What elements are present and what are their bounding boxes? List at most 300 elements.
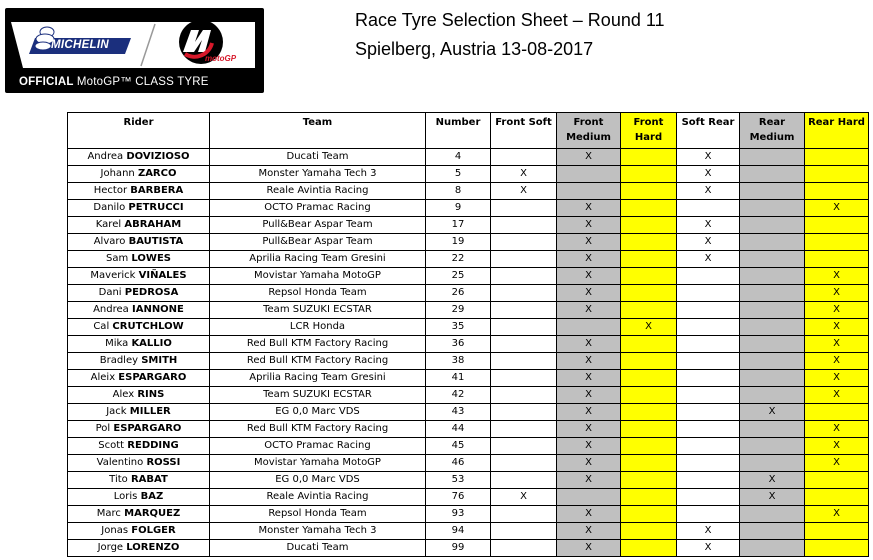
team-cell: Red Bull KTM Factory Racing	[210, 353, 426, 370]
team-cell: LCR Honda	[210, 319, 426, 336]
rider-last-name: BAUTISTA	[128, 236, 184, 247]
rear-medium-cell: X	[740, 404, 805, 421]
team-cell: Red Bull KTM Factory Racing	[210, 421, 426, 438]
rider-cell	[68, 166, 210, 183]
front-hard-cell	[621, 268, 677, 285]
rider-first-name: Danilo	[93, 202, 126, 213]
front-soft-cell	[491, 319, 557, 336]
rider-cell	[68, 319, 210, 336]
front-soft-cell	[491, 455, 557, 472]
front-medium-cell: X	[557, 472, 621, 489]
motogp-wordmark: motoGP	[205, 54, 237, 63]
number-cell: 53	[426, 472, 491, 489]
front-hard-cell	[621, 200, 677, 217]
number-cell: 42	[426, 387, 491, 404]
soft-rear-cell: X	[677, 540, 740, 557]
soft-rear-cell	[677, 302, 740, 319]
table-row	[68, 455, 869, 472]
number-cell: 5	[426, 166, 491, 183]
team-cell: Reale Avintia Racing	[210, 183, 426, 200]
rear-medium-cell	[740, 421, 805, 438]
rider-first-name: Mika	[105, 338, 129, 349]
rider-last-name: ROSSI	[146, 457, 181, 468]
rear-medium-cell	[740, 217, 805, 234]
rider-last-name: CRUTCHLOW	[112, 321, 184, 332]
team-cell: Team SUZUKI ECSTAR	[210, 302, 426, 319]
soft-rear-cell: X	[677, 166, 740, 183]
team-cell: EG 0,0 Marc VDS	[210, 404, 426, 421]
front-soft-cell	[491, 387, 557, 404]
number-cell: 46	[426, 455, 491, 472]
front-medium-cell: X	[557, 353, 621, 370]
rider-last-name: KALLIO	[131, 338, 172, 349]
front-medium-cell: X	[557, 217, 621, 234]
rear-medium-cell	[740, 353, 805, 370]
front-hard-cell	[621, 217, 677, 234]
front-hard-cell	[621, 370, 677, 387]
front-hard-cell	[621, 387, 677, 404]
rear-medium-cell	[740, 336, 805, 353]
number-cell: 9	[426, 200, 491, 217]
front-soft-cell	[491, 438, 557, 455]
rear-hard-cell: X	[805, 285, 869, 302]
soft-rear-cell	[677, 455, 740, 472]
number-cell: 17	[426, 217, 491, 234]
team-cell: Ducati Team	[210, 149, 426, 166]
team-cell: Movistar Yamaha MotoGP	[210, 455, 426, 472]
front-hard-cell	[621, 455, 677, 472]
rider-cell	[68, 472, 210, 489]
sheet-title: Race Tyre Selection Sheet – Round 11	[355, 10, 665, 30]
rear-medium-cell	[740, 183, 805, 200]
rear-hard-cell	[805, 149, 869, 166]
front-soft-cell	[491, 149, 557, 166]
team-cell: Aprilia Racing Team Gresini	[210, 370, 426, 387]
front-medium-cell: X	[557, 421, 621, 438]
sheet-subtitle: Spielberg, Austria 13-08-2017	[355, 39, 594, 59]
front-medium-cell	[557, 166, 621, 183]
rider-first-name: Johann	[100, 168, 135, 179]
number-cell: 36	[426, 336, 491, 353]
rider-first-name: Valentino	[96, 457, 144, 468]
rider-last-name: IANNONE	[131, 304, 184, 315]
front-soft-cell	[491, 506, 557, 523]
rear-hard-cell: X	[805, 200, 869, 217]
table-row	[68, 285, 869, 302]
rear-hard-cell: X	[805, 268, 869, 285]
front-hard-cell	[621, 353, 677, 370]
front-soft-cell	[491, 200, 557, 217]
rear-medium-cell	[740, 149, 805, 166]
rider-first-name: Andrea	[93, 304, 129, 315]
rear-hard-cell: X	[805, 319, 869, 336]
front-hard-cell: X	[621, 319, 677, 336]
team-cell: Team SUZUKI ECSTAR	[210, 387, 426, 404]
rider-cell	[68, 523, 210, 540]
rear-medium-cell	[740, 251, 805, 268]
number-cell: 99	[426, 540, 491, 557]
team-cell: Pull&Bear Aspar Team	[210, 217, 426, 234]
front-soft-cell: X	[491, 183, 557, 200]
front-hard-cell	[621, 523, 677, 540]
official-tagline	[19, 76, 209, 88]
rider-cell	[68, 506, 210, 523]
front-hard-cell	[621, 234, 677, 251]
number-cell: 4	[426, 149, 491, 166]
rear-medium-cell	[740, 319, 805, 336]
number-cell: 22	[426, 251, 491, 268]
rear-medium-cell	[740, 302, 805, 319]
team-cell: Repsol Honda Team	[210, 285, 426, 302]
rear-medium-cell	[740, 455, 805, 472]
soft-rear-cell	[677, 285, 740, 302]
rider-first-name: Loris	[113, 491, 138, 502]
team-cell: EG 0,0 Marc VDS	[210, 472, 426, 489]
front-soft-cell	[491, 540, 557, 557]
rider-last-name: ZARCO	[137, 168, 177, 179]
rider-cell	[68, 353, 210, 370]
front-soft-cell	[491, 234, 557, 251]
rider-first-name: Aleix	[90, 372, 116, 383]
front-hard-cell	[621, 472, 677, 489]
soft-rear-cell	[677, 370, 740, 387]
front-medium-cell	[557, 319, 621, 336]
front-soft-cell	[491, 353, 557, 370]
rider-cell	[68, 438, 210, 455]
table-row	[68, 523, 869, 540]
table-row	[68, 438, 869, 455]
rider-cell	[68, 183, 210, 200]
table-row	[68, 489, 869, 506]
soft-rear-cell	[677, 200, 740, 217]
rider-first-name: Tito	[109, 474, 128, 485]
front-hard-cell	[621, 336, 677, 353]
rear-hard-cell	[805, 183, 869, 200]
rider-first-name: Alex	[112, 389, 135, 400]
rider-first-name: Hector	[93, 185, 128, 196]
number-cell: 45	[426, 438, 491, 455]
rider-first-name: Jorge	[97, 542, 124, 553]
rear-hard-cell	[805, 540, 869, 557]
rider-last-name: RINS	[137, 389, 165, 400]
rider-last-name: ABRAHAM	[124, 219, 182, 230]
rider-first-name: Andrea	[87, 151, 124, 162]
soft-rear-cell	[677, 319, 740, 336]
rider-cell	[68, 234, 210, 251]
rider-last-name: PETRUCCI	[128, 202, 184, 213]
rear-hard-cell: X	[805, 302, 869, 319]
soft-rear-cell	[677, 506, 740, 523]
number-cell: 29	[426, 302, 491, 319]
rider-first-name: Dani	[98, 287, 122, 298]
front-hard-cell	[621, 506, 677, 523]
number-cell: 26	[426, 285, 491, 302]
front-soft-cell	[491, 472, 557, 489]
soft-rear-cell: X	[677, 149, 740, 166]
front-soft-cell	[491, 302, 557, 319]
rider-last-name: LORENZO	[126, 542, 180, 553]
rear-hard-cell	[805, 251, 869, 268]
rider-last-name: MILLER	[129, 406, 171, 417]
rider-first-name: Cal	[93, 321, 110, 332]
rear-hard-cell: X	[805, 336, 869, 353]
col-header-rear-medium: Rear Medium	[740, 113, 805, 149]
col-header-number: Number	[426, 113, 491, 149]
table-row	[68, 319, 869, 336]
table-row	[68, 472, 869, 489]
front-medium-cell: X	[557, 234, 621, 251]
front-soft-cell	[491, 404, 557, 421]
table-row	[68, 404, 869, 421]
team-cell: Monster Yamaha Tech 3	[210, 523, 426, 540]
front-soft-cell	[491, 285, 557, 302]
rider-first-name: Scott	[98, 440, 125, 451]
rider-first-name: Jack	[106, 406, 127, 417]
rider-last-name: LOWES	[131, 253, 171, 264]
team-cell: Ducati Team	[210, 540, 426, 557]
rider-last-name: VIÑALES	[138, 270, 187, 281]
rider-cell	[68, 387, 210, 404]
rider-cell	[68, 404, 210, 421]
front-medium-cell: X	[557, 506, 621, 523]
rear-medium-cell	[740, 268, 805, 285]
front-soft-cell	[491, 251, 557, 268]
front-medium-cell: X	[557, 438, 621, 455]
rider-last-name: FOLGER	[131, 525, 176, 536]
col-header-front-hard: Front Hard	[621, 113, 677, 149]
rider-last-name: SMITH	[141, 355, 178, 366]
number-cell: 8	[426, 183, 491, 200]
team-cell: Aprilia Racing Team Gresini	[210, 251, 426, 268]
team-cell: Reale Avintia Racing	[210, 489, 426, 506]
front-hard-cell	[621, 421, 677, 438]
front-medium-cell: X	[557, 251, 621, 268]
michelin-wordmark: MICHELIN	[51, 39, 109, 51]
front-medium-cell: X	[557, 268, 621, 285]
front-hard-cell	[621, 302, 677, 319]
rear-medium-cell	[740, 166, 805, 183]
front-hard-cell	[621, 404, 677, 421]
rider-first-name: Marc	[96, 508, 121, 519]
rider-first-name: Sam	[106, 253, 129, 264]
rider-cell	[68, 251, 210, 268]
number-cell: 76	[426, 489, 491, 506]
table-row	[68, 200, 869, 217]
rear-hard-cell: X	[805, 455, 869, 472]
col-header-front-soft: Front Soft	[491, 113, 557, 149]
team-cell: Monster Yamaha Tech 3	[210, 166, 426, 183]
table-row	[68, 506, 869, 523]
soft-rear-cell: X	[677, 523, 740, 540]
col-header-team: Team	[210, 113, 426, 149]
team-cell: Repsol Honda Team	[210, 506, 426, 523]
team-cell: Movistar Yamaha MotoGP	[210, 268, 426, 285]
michelin-motogp-logo	[5, 8, 264, 93]
rider-first-name: Karel	[95, 219, 122, 230]
rear-hard-cell	[805, 404, 869, 421]
soft-rear-cell: X	[677, 234, 740, 251]
rider-last-name: PEDROSA	[124, 287, 179, 298]
number-cell: 38	[426, 353, 491, 370]
front-medium-cell: X	[557, 370, 621, 387]
col-header-soft-rear: Soft Rear	[677, 113, 740, 149]
rider-cell	[68, 302, 210, 319]
front-soft-cell	[491, 523, 557, 540]
tagline-bold: OFFICIAL	[19, 76, 74, 88]
table-row	[68, 353, 869, 370]
front-hard-cell	[621, 438, 677, 455]
front-soft-cell	[491, 421, 557, 438]
rider-cell	[68, 217, 210, 234]
front-soft-cell: X	[491, 166, 557, 183]
rider-last-name: MARQUEZ	[124, 508, 181, 519]
rear-medium-cell	[740, 370, 805, 387]
soft-rear-cell: X	[677, 217, 740, 234]
front-medium-cell: X	[557, 149, 621, 166]
soft-rear-cell: X	[677, 183, 740, 200]
front-hard-cell	[621, 489, 677, 506]
rider-first-name: Pol	[95, 423, 111, 434]
rear-hard-cell	[805, 166, 869, 183]
front-soft-cell: X	[491, 489, 557, 506]
rear-hard-cell	[805, 472, 869, 489]
table-row	[68, 336, 869, 353]
table-row	[68, 421, 869, 438]
rear-medium-cell	[740, 234, 805, 251]
soft-rear-cell	[677, 353, 740, 370]
rear-hard-cell: X	[805, 353, 869, 370]
number-cell: 19	[426, 234, 491, 251]
rider-cell	[68, 268, 210, 285]
rear-medium-cell	[740, 506, 805, 523]
front-hard-cell	[621, 251, 677, 268]
rider-last-name: ESPARGARO	[113, 423, 182, 434]
rider-last-name: BARBERA	[130, 185, 184, 196]
col-header-front-medium: Front Medium	[557, 113, 621, 149]
table-row	[68, 251, 869, 268]
soft-rear-cell	[677, 489, 740, 506]
soft-rear-cell	[677, 404, 740, 421]
rear-medium-cell	[740, 438, 805, 455]
rider-first-name: Jonas	[101, 525, 129, 536]
number-cell: 94	[426, 523, 491, 540]
front-hard-cell	[621, 166, 677, 183]
rear-medium-cell	[740, 523, 805, 540]
rear-hard-cell	[805, 489, 869, 506]
rear-medium-cell	[740, 285, 805, 302]
front-hard-cell	[621, 540, 677, 557]
number-cell: 93	[426, 506, 491, 523]
soft-rear-cell	[677, 472, 740, 489]
front-medium-cell: X	[557, 455, 621, 472]
front-medium-cell	[557, 489, 621, 506]
front-soft-cell	[491, 370, 557, 387]
table-row	[68, 217, 869, 234]
number-cell: 35	[426, 319, 491, 336]
rider-last-name: RABAT	[130, 474, 168, 485]
number-cell: 44	[426, 421, 491, 438]
table-row	[68, 387, 869, 404]
rider-cell	[68, 336, 210, 353]
number-cell: 41	[426, 370, 491, 387]
rear-medium-cell: X	[740, 489, 805, 506]
front-medium-cell: X	[557, 540, 621, 557]
col-header-rider: Rider	[68, 113, 210, 149]
rider-cell	[68, 489, 210, 506]
tyre-selection-table	[67, 112, 869, 557]
front-medium-cell: X	[557, 523, 621, 540]
tagline-rest: MotoGP™ CLASS TYRE	[76, 76, 209, 88]
rear-medium-cell: X	[740, 472, 805, 489]
team-cell: OCTO Pramac Racing	[210, 438, 426, 455]
soft-rear-cell: X	[677, 251, 740, 268]
soft-rear-cell	[677, 438, 740, 455]
table-row	[68, 183, 869, 200]
rear-hard-cell	[805, 523, 869, 540]
table-row	[68, 540, 869, 557]
front-hard-cell	[621, 149, 677, 166]
rear-hard-cell: X	[805, 506, 869, 523]
front-medium-cell: X	[557, 387, 621, 404]
rear-medium-cell	[740, 387, 805, 404]
rider-cell	[68, 370, 210, 387]
number-cell: 43	[426, 404, 491, 421]
rider-cell	[68, 285, 210, 302]
table-row	[68, 234, 869, 251]
soft-rear-cell	[677, 268, 740, 285]
number-cell: 25	[426, 268, 491, 285]
rear-hard-cell: X	[805, 421, 869, 438]
table-row	[68, 302, 869, 319]
rider-last-name: BAZ	[140, 491, 164, 502]
rider-last-name: DOVIZIOSO	[126, 151, 190, 162]
rear-medium-cell	[740, 540, 805, 557]
front-hard-cell	[621, 285, 677, 302]
rider-last-name: ESPARGARO	[118, 372, 187, 383]
team-cell: OCTO Pramac Racing	[210, 200, 426, 217]
soft-rear-cell	[677, 387, 740, 404]
front-medium-cell: X	[557, 336, 621, 353]
front-medium-cell: X	[557, 404, 621, 421]
front-medium-cell	[557, 183, 621, 200]
rider-first-name: Maverick	[90, 270, 136, 281]
table-row	[68, 268, 869, 285]
table-row	[68, 166, 869, 183]
front-soft-cell	[491, 336, 557, 353]
rider-cell	[68, 540, 210, 557]
table-row	[68, 370, 869, 387]
front-medium-cell: X	[557, 200, 621, 217]
rear-hard-cell	[805, 234, 869, 251]
front-soft-cell	[491, 217, 557, 234]
rear-hard-cell: X	[805, 370, 869, 387]
soft-rear-cell	[677, 421, 740, 438]
rider-cell	[68, 200, 210, 217]
team-cell: Pull&Bear Aspar Team	[210, 234, 426, 251]
rider-last-name: REDDING	[127, 440, 179, 451]
front-medium-cell: X	[557, 285, 621, 302]
rider-first-name: Alvaro	[93, 236, 126, 247]
table-header-row	[68, 113, 869, 149]
soft-rear-cell	[677, 336, 740, 353]
col-header-rear-hard: Rear Hard	[805, 113, 869, 149]
team-cell: Red Bull KTM Factory Racing	[210, 336, 426, 353]
rear-hard-cell: X	[805, 438, 869, 455]
front-soft-cell	[491, 268, 557, 285]
front-medium-cell: X	[557, 302, 621, 319]
rear-medium-cell	[740, 200, 805, 217]
rider-first-name: Bradley	[99, 355, 139, 366]
